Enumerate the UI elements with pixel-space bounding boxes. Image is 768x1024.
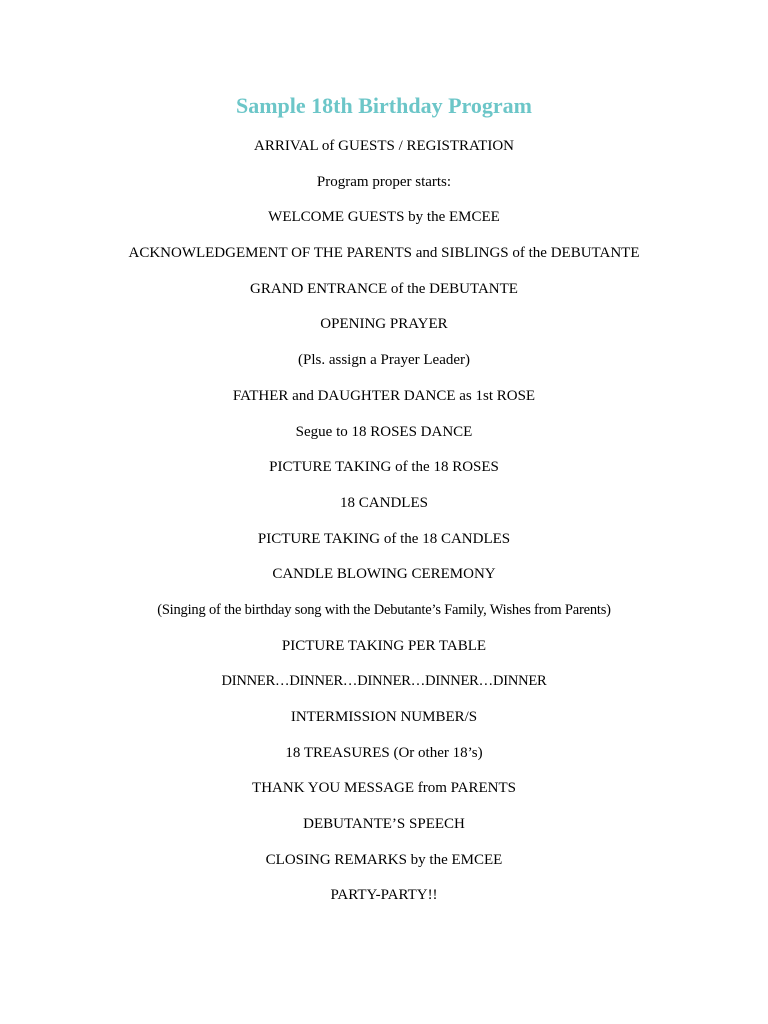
program-item-18-treasures: 18 TREASURES (Or other 18’s) xyxy=(285,744,483,761)
program-item-picture-roses: PICTURE TAKING of the 18 ROSES xyxy=(269,459,499,476)
program-item-father-daughter-dance: FATHER and DAUGHTER DANCE as 1st ROSE xyxy=(232,387,536,404)
program-item-program-starts: Program proper starts: xyxy=(316,173,452,190)
program-item-party: PARTY-PARTY!! xyxy=(330,887,438,904)
program-item-singing-note: (Singing of the birthday song with the Debutante’s Family, Wishes from Parents) xyxy=(157,601,611,618)
program-item-18-candles: 18 CANDLES xyxy=(340,494,428,511)
document-title: Sample 18th Birthday Program xyxy=(236,93,532,118)
program-list xyxy=(0,136,768,921)
program-item-prayer-note: (Pls. assign a Prayer Leader) xyxy=(297,352,471,369)
program-item-acknowledgement: ACKNOWLEDGEMENT OF THE PARENTS and SIBLINGS of the DEBUTANTE xyxy=(128,245,640,262)
program-item-debutante-speech: DEBUTANTE’S SPEECH xyxy=(303,816,465,833)
program-item-intermission: INTERMISSION NUMBER/S xyxy=(290,709,478,725)
program-item-closing-remarks: CLOSING REMARKS by the EMCEE xyxy=(265,851,503,868)
program-item-picture-candles: PICTURE TAKING of the 18 CANDLES xyxy=(257,530,511,547)
program-item-picture-per-table: PICTURE TAKING PER TABLE xyxy=(281,637,487,654)
program-item-grand-entrance: GRAND ENTRANCE of the DEBUTANTE xyxy=(250,280,518,297)
program-item-opening-prayer: OPENING PRAYER xyxy=(320,316,448,333)
program-item-dinner: DINNER…DINNER…DINNER…DINNER…DINNER xyxy=(221,673,547,690)
program-item-roses-dance: Segue to 18 ROSES DANCE xyxy=(295,423,473,440)
program-item-thank-you-message: THANK YOU MESSAGE from PARENTS xyxy=(252,780,516,797)
program-item-arrival: ARRIVAL of GUESTS / REGISTRATION xyxy=(253,138,514,154)
program-item-welcome-guests: WELCOME GUESTS by the EMCEE xyxy=(268,209,500,226)
program-item-candle-blowing: CANDLE BLOWING CEREMONY xyxy=(272,566,496,583)
